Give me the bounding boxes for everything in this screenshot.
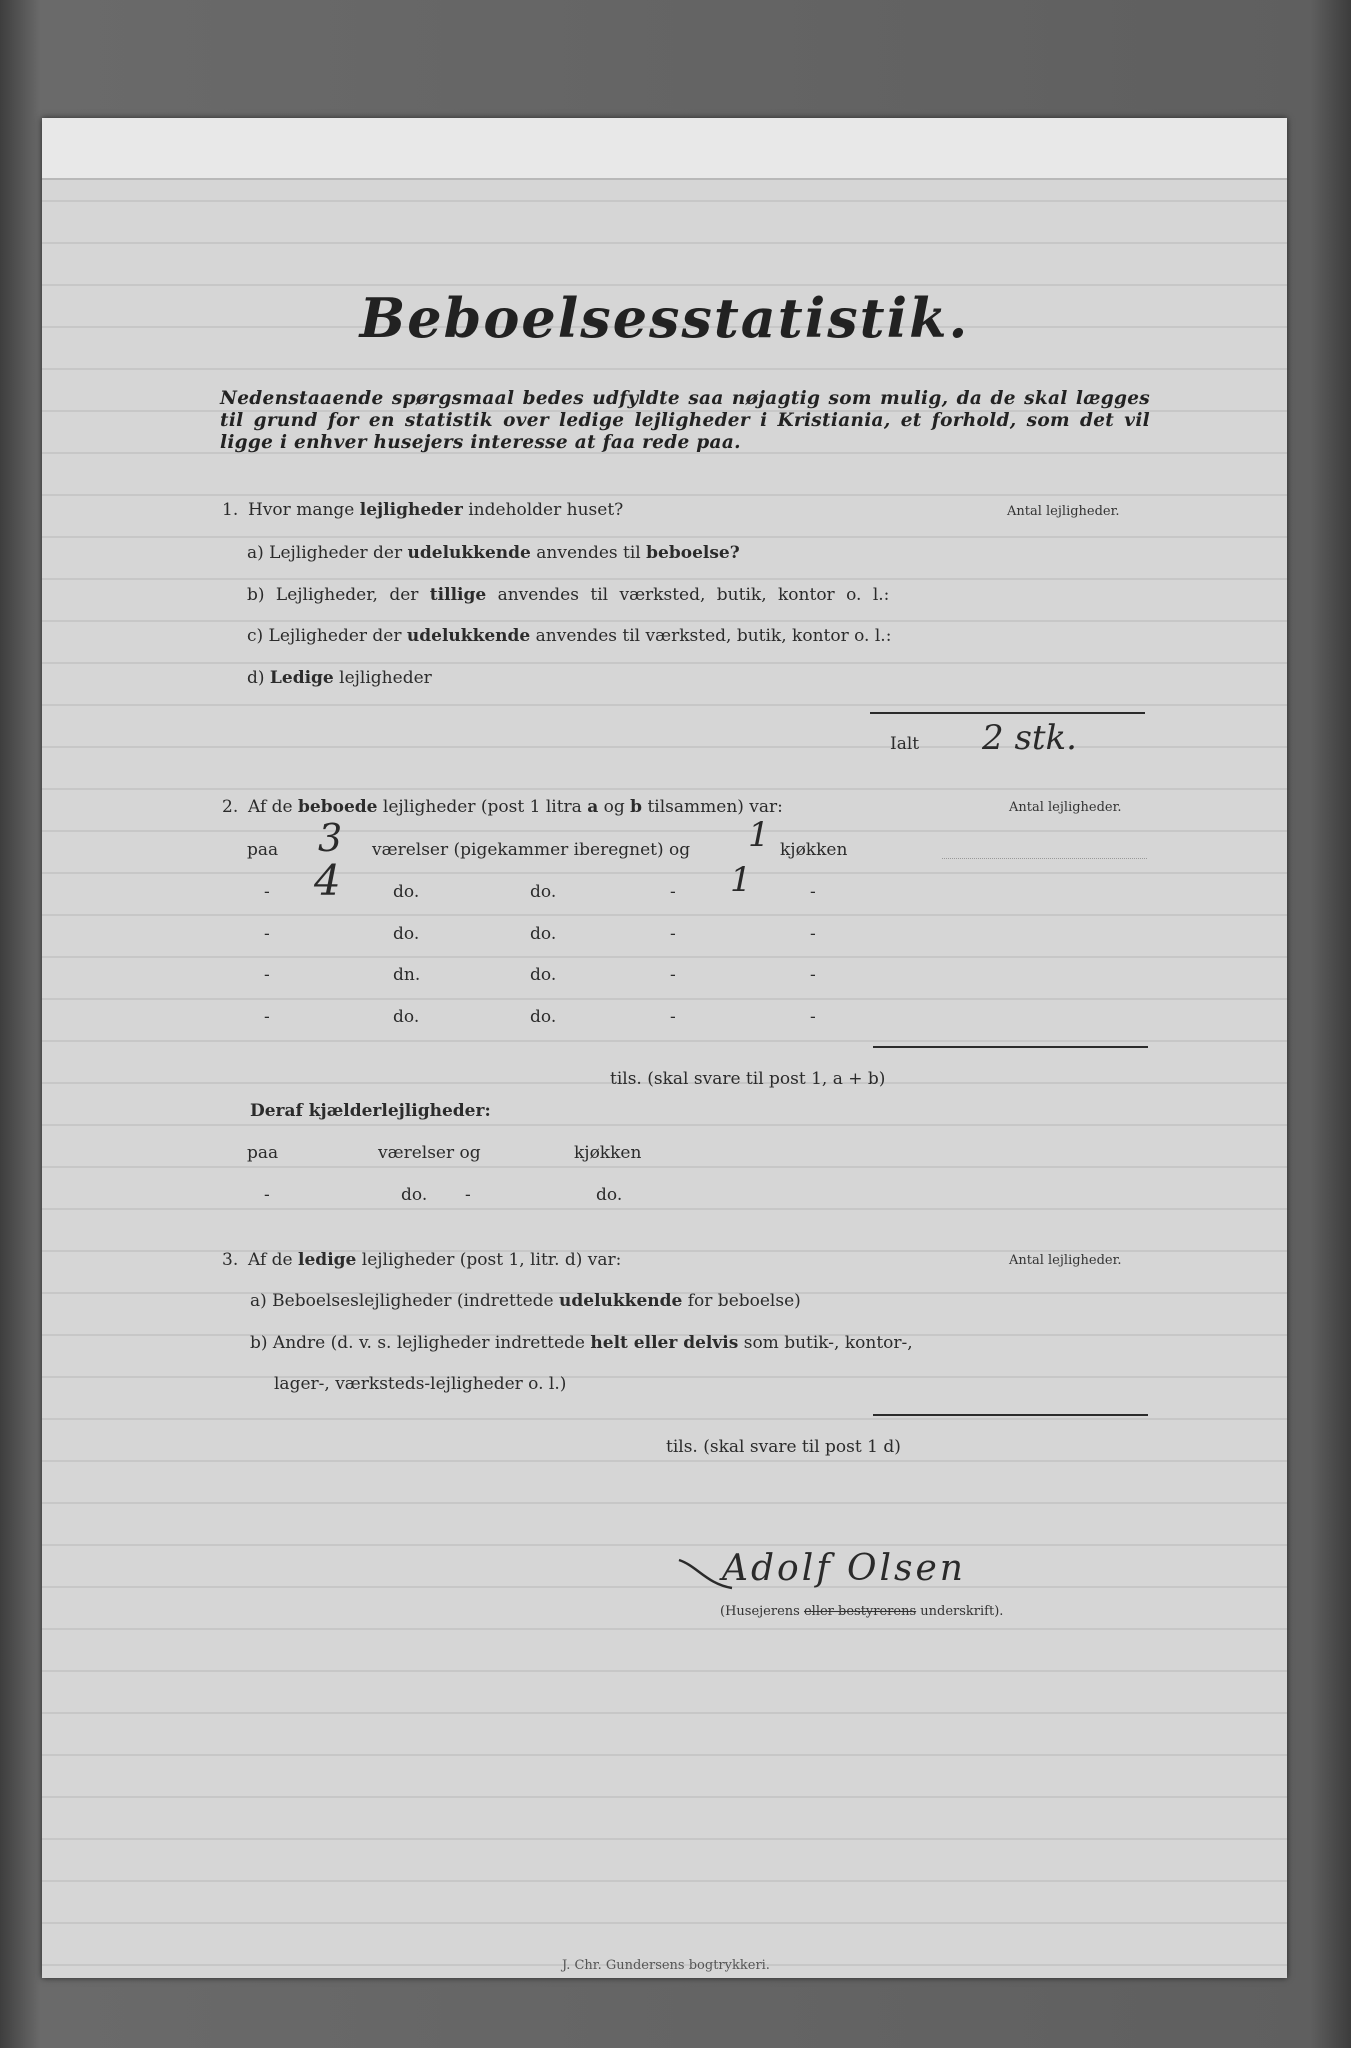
form-page — [42, 118, 1287, 1978]
q2-row5-do1: do. — [393, 1007, 420, 1027]
q2-kjaelder-do1: do. — [401, 1185, 428, 1205]
q2-row1-rooms: 3 — [318, 816, 343, 860]
q2-number: 2. — [222, 797, 239, 817]
q2-row1-answer — [942, 858, 1147, 859]
intro-text: Nedenstaaende spørgsmaal bedes udfyldte saa nøjagtig som mulig, da de skal lægges til grund for en statistik over ledige lejligheder i Kristiania, et forhold, som det vil ligge i enhver husejers interesse at faa rede paa. — [220, 388, 1150, 453]
q2-row2-dash: - — [264, 882, 270, 902]
q2-row3-dash: - — [264, 924, 270, 944]
q2-kjaelder-do2: do. — [596, 1185, 623, 1205]
q2-row3-dash2: - — [670, 924, 676, 944]
q2-kjaelder-vaerelser: værelser og — [378, 1143, 481, 1163]
q1-a: a) Lejligheder der udelukkende anvendes til beboelse? — [247, 543, 740, 563]
q2-sum-rule — [873, 1046, 1148, 1048]
top-band — [42, 118, 1287, 180]
q2-row5-dash3: - — [810, 1007, 816, 1027]
q2-antal-label: Antal lejligheder. — [1009, 800, 1122, 815]
q2-row1-kitchen: 1 — [748, 815, 770, 855]
q2-row3-dash3: - — [810, 924, 816, 944]
q3-text: Af de ledige lejligheder (post 1, litr. d) var: — [248, 1250, 622, 1270]
q3-sum-rule — [873, 1414, 1148, 1416]
q2-row4-dash2: - — [670, 965, 676, 985]
q1-text: Hvor mange lejligheder indeholder huset? — [248, 500, 624, 520]
q2-row5-do2: do. — [530, 1007, 557, 1027]
printer-imprint: J. Chr. Gundersens bogtrykkeri. — [562, 1958, 770, 1973]
q2-row1-paa: paa — [247, 840, 279, 860]
q2-row4-dash: - — [264, 965, 270, 985]
q2-row3-do1: do. — [393, 924, 420, 944]
q1-d: d) Ledige lejligheder — [247, 668, 432, 688]
q2-kjaelder-kjokken: kjøkken — [574, 1143, 642, 1163]
q1-number: 1. — [222, 500, 239, 520]
q2-row2-do2: do. — [530, 882, 557, 902]
signature-flourish — [677, 1556, 737, 1596]
q3-number: 3. — [222, 1250, 239, 1270]
q3-b: b) Andre (d. v. s. lejligheder indrettede helt eller delvis som butik-, kontor-, — [250, 1333, 913, 1353]
q2-kjaelder-dash: - — [264, 1185, 270, 1205]
q3-tils: tils. (skal svare til post 1 d) — [666, 1437, 901, 1457]
q2-row2-kitchen: 1 — [730, 860, 752, 900]
q2-tils: tils. (skal svare til post 1, a + b) — [610, 1069, 886, 1089]
form-title: Beboelsesstatistik. — [359, 286, 970, 350]
q1-sum-rule — [870, 712, 1145, 714]
q2-row4-dn: dn. — [393, 965, 421, 985]
q2-row2-dash3: - — [810, 882, 816, 902]
q1-b: b) Lejligheder, der tillige anvendes til værksted, butik, kontor o. l.: — [247, 585, 890, 605]
q1-ialt-label: Ialt — [890, 734, 920, 754]
q2-row1-vaerelser: værelser (pigekammer iberegnet) og — [372, 840, 691, 860]
q2-row2-do1: do. — [393, 882, 420, 902]
q3-a: a) Beboelseslejligheder (indrettede udelukkende for beboelse) — [250, 1291, 801, 1311]
q2-row5-dash: - — [264, 1007, 270, 1027]
q2-deraf: Deraf kjælderlejligheder: — [250, 1101, 491, 1121]
q2-row5-dash2: - — [670, 1007, 676, 1027]
q2-kjaelder-dash2: - — [465, 1185, 471, 1205]
q1-antal-label: Antal lejligheder. — [1007, 504, 1120, 519]
q2-row2-rooms: 4 — [314, 856, 341, 905]
q1-c: c) Lejligheder der udelukkende anvendes til værksted, butik, kontor o. l.: — [247, 626, 892, 646]
signature-handwritten: Adolf Olsen — [722, 1548, 966, 1589]
q2-row1-kjokken: kjøkken — [780, 840, 848, 860]
q2-row2-dash2: - — [670, 882, 676, 902]
q2-kjaelder-paa: paa — [247, 1143, 279, 1163]
q3-antal-label: Antal lejligheder. — [1009, 1253, 1122, 1268]
q2-text: Af de beboede lejligheder (post 1 litra a og b tilsammen) var: — [248, 797, 783, 817]
signature-caption: (Husejerens eller bestyrerens underskrift). — [720, 1604, 1004, 1619]
q2-row4-dash3: - — [810, 965, 816, 985]
q3-b-line2: lager-, værksteds-lejligheder o. l.) — [274, 1374, 567, 1394]
q1-ialt-value: 2 stk. — [982, 718, 1077, 758]
q2-row4-do2: do. — [530, 965, 557, 985]
q2-row3-do2: do. — [530, 924, 557, 944]
